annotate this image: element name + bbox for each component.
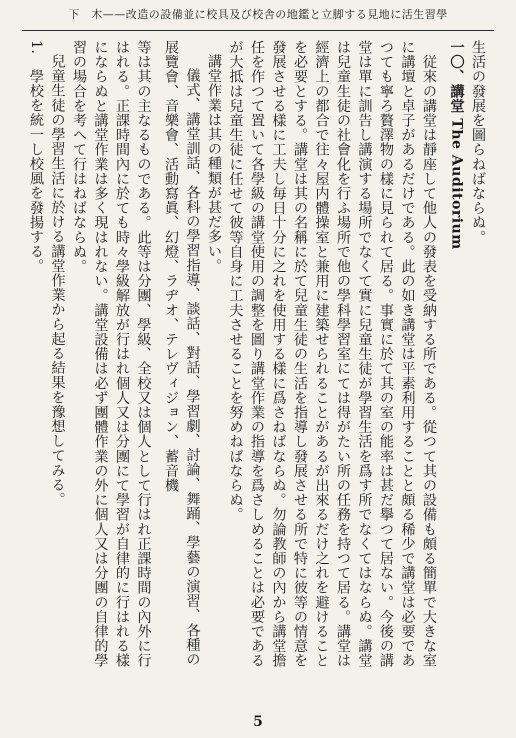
list-item: 1. 學校を統一し校風を發揚する。 bbox=[28, 40, 44, 274]
paragraph: 生活の發展を圖らねばならぬ。 bbox=[470, 40, 486, 245]
paragraph: 講堂作業は其の種類が甚だ多い。 bbox=[206, 54, 222, 274]
running-header: 下 木——改造の設備並に校具及び校舎の地鑑と立脚する見地に活生習學 bbox=[68, 8, 448, 21]
paragraph: 等は其の主なるものである。此等は分團、學級、全校又は個人として行はれ正課時間の內外に行はれる。正課時間內に於ても時々學級解放が行はれ個人又は分團にて學習が自律的に行はれる樣にならぬと講堂作業は多く現はれない。講堂設備は必ず團體作業の外に個人又は分團の自律的學習の場合を考へて行はねばならぬ。 bbox=[71, 40, 152, 668]
section-heading: 一〇、講堂 The Auditorium bbox=[448, 40, 465, 250]
paragraph: 儀式、講堂訓話、各科の學習指導、談話、對話、學習劇、討論、舞踊、學藝の演習、各種の展覽會、音樂會、活動寫眞、幻燈、ラヂオ、テレヴィジョン、蓄音機 bbox=[163, 40, 201, 667]
paragraph: 従來の講堂は靜座して他人の發表を受納する所である。從つて其の設備も頗る簡單で大きな室に講壇と卓子があるだけである。此の如き講堂は平素利用することと頗る稀少で講堂は必要であつても寧ろ贅澤物の樣に見られて居る。事實に於て其の室の能率は甚だ擧つて居ない。今後の講堂は單に訓告し講演する場所でなくて實に兒童生徒が學習生活を爲す所でなくてはならぬ。講堂は兒童生徒の社會化を行ふ場所で他の學科學習室にては得がたい所の任務を持つて居る。講堂は經濟上の都合で往々屋内體操室と兼用に建築せられることがあるが出來るだけ之れを避けることを必要とする。講堂は其の名稱に於て兒童生徒の生活を指導し發展させる所で特に彼等の情意を發展させる樣に工夫し毎日十分に之れを使用する樣に爲さねばならぬ。勿論教師の內から講堂擔任を作つて置いて各學級の講堂使用の調整を圖り講堂作業の指導を爲さしめることは必要であるが大抵は兒童生徒に任せて彼等自身に工夫させることを努めねばならぬ。 bbox=[227, 40, 437, 668]
body-text bbox=[28, 40, 488, 680]
header-divider bbox=[22, 30, 494, 31]
paragraph: 兒童生徒の學習生活に於ける講堂作業から起る結果を豫想してみる。 bbox=[49, 54, 66, 507]
page-number: 5 bbox=[253, 714, 263, 730]
